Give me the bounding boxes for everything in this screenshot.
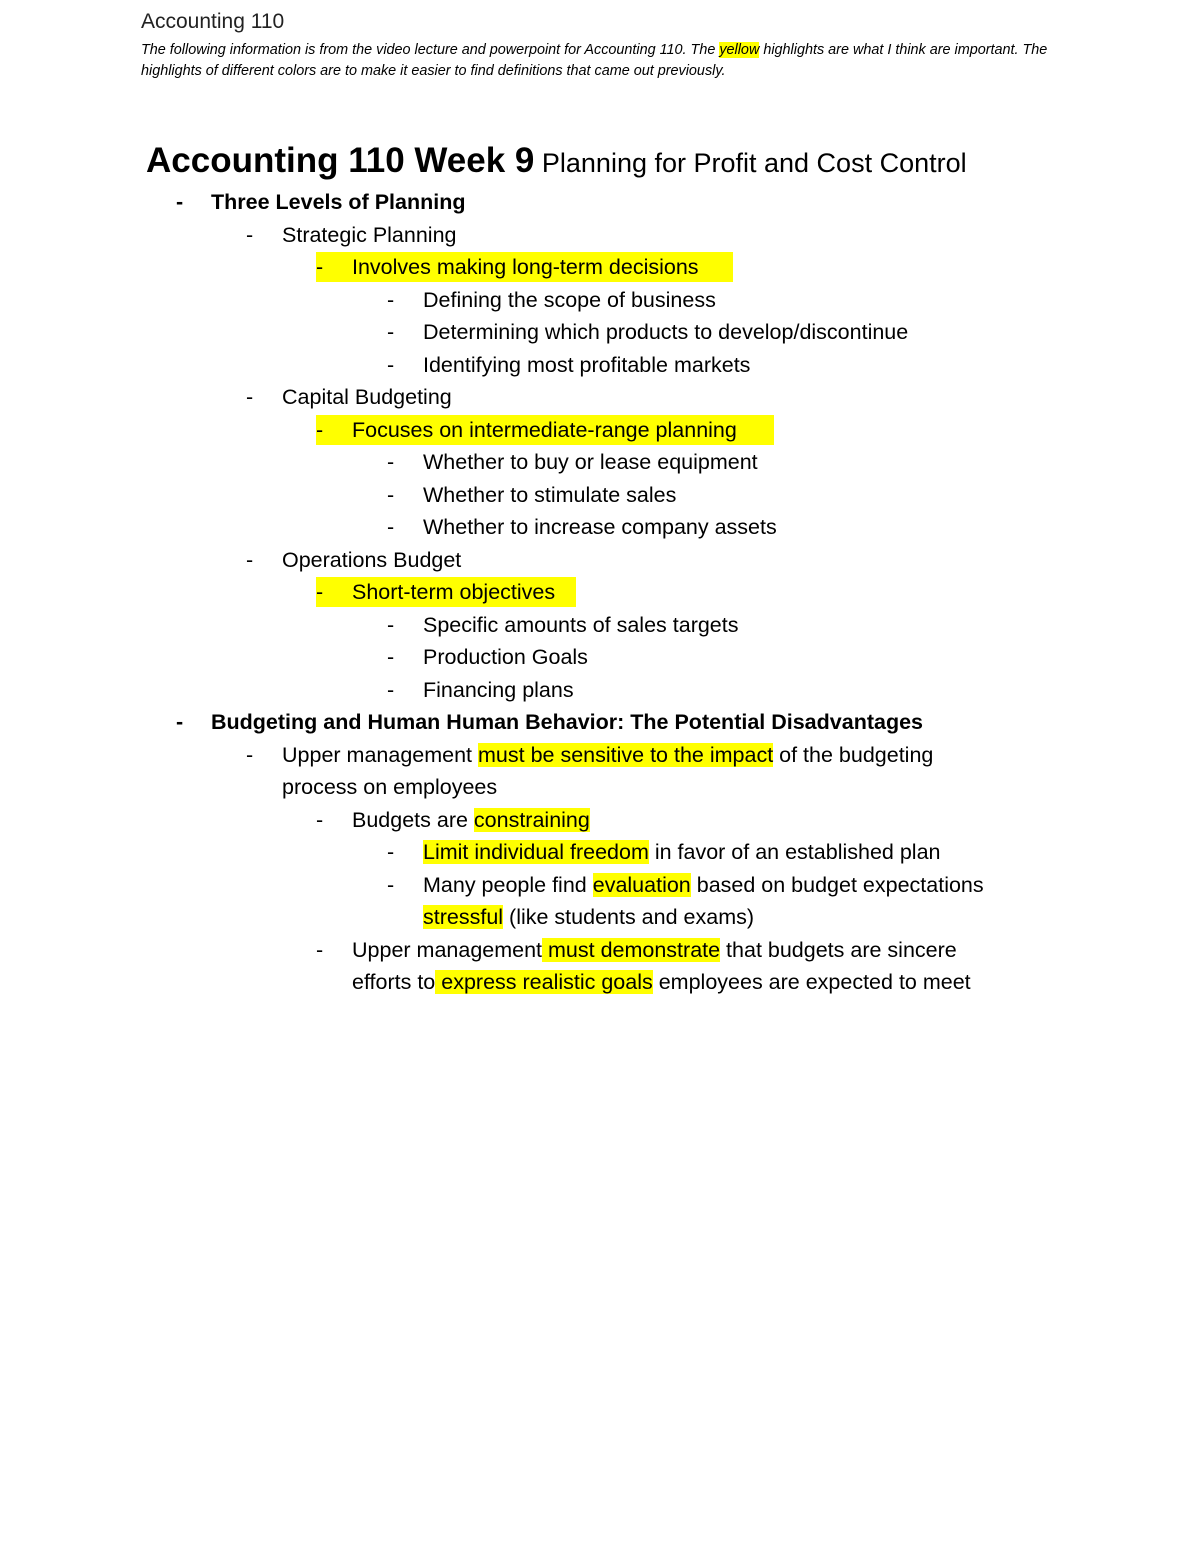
intro-text-end: highlights are what I think are important. The highlights of different colors are to make it easier to find definitions that came out previously.	[141, 42, 1048, 79]
section-heading-text: Budgeting and Human Human Behavior: The Potential Disadvantages	[211, 710, 923, 734]
highlight-run: stressful	[423, 905, 504, 929]
section-heading-text: Three Levels of Planning	[211, 190, 466, 214]
bullet-dash: -	[387, 352, 395, 377]
subtopic-continuation	[0, 771, 1200, 804]
bullet-dash: -	[246, 385, 254, 409]
bullet-dash: -	[387, 320, 395, 344]
document-header: Accounting 110	[141, 10, 285, 33]
text-run: in favor of an established plan	[648, 840, 941, 864]
bullet-dash: -	[316, 807, 324, 832]
point-text: Involves making long-term decisions	[352, 255, 699, 279]
bullet-dash: -	[387, 515, 395, 539]
detail-item	[0, 609, 1200, 642]
detail-item	[0, 511, 1200, 544]
point-item	[0, 934, 1200, 967]
highlighted-point	[0, 576, 1200, 609]
detail-text: Whether to buy or lease equipment	[423, 450, 758, 474]
subtopic-item	[0, 544, 1200, 577]
bullet-dash: -	[387, 482, 395, 507]
text-run: of the budgeting	[773, 742, 934, 767]
subtopic-text	[282, 739, 933, 772]
notes-outline	[0, 186, 1200, 999]
bullet-dash: -	[176, 190, 184, 214]
detail-text: Financing plans	[423, 677, 574, 702]
text-run: Budgets are	[352, 807, 474, 832]
highlight-run: evaluation	[592, 872, 691, 897]
continuation-text: process on employees	[282, 775, 498, 799]
text-run: (like students and exams)	[503, 905, 755, 929]
text-run: Many people find	[423, 872, 593, 897]
detail-text: Defining the scope of business	[423, 287, 716, 312]
detail-item	[0, 641, 1200, 674]
detail-text: Identifying most profitable markets	[423, 352, 751, 377]
detail-text: Whether to stimulate sales	[423, 482, 677, 507]
detail-item	[0, 674, 1200, 707]
subtopic-label: Operations Budget	[282, 547, 462, 572]
text-run: efforts to	[352, 970, 436, 994]
bullet-dash: -	[387, 612, 395, 637]
bullet-dash: -	[246, 222, 254, 247]
page-title-main: Accounting 110 Week 9	[146, 141, 535, 180]
detail-item	[0, 349, 1200, 382]
page-title	[146, 141, 967, 181]
detail-item	[0, 836, 1200, 869]
highlight-run: must be sensitive to the impact	[478, 742, 774, 767]
point-item	[0, 804, 1200, 837]
continuation-text	[352, 966, 971, 999]
highlighted-point	[0, 414, 1200, 447]
text-run: employees are expected to meet	[652, 970, 971, 994]
intro-text-start: The following information is from the video lecture and powerpoint for Accounting 110. The	[141, 42, 720, 58]
subtopic-item	[0, 381, 1200, 414]
point-continuation	[0, 966, 1200, 999]
detail-text: Production Goals	[423, 645, 588, 669]
text-run: Upper management	[352, 937, 543, 962]
bullet-dash: -	[316, 417, 324, 442]
point-text: Short-term objectives	[352, 580, 556, 604]
detail-item	[0, 284, 1200, 317]
intro-highlight-word: yellow	[719, 42, 760, 58]
detail-item	[0, 869, 1200, 902]
bullet-dash: -	[316, 580, 324, 604]
section-heading	[0, 186, 1200, 219]
detail-text: Specific amounts of sales targets	[423, 612, 739, 637]
point-text	[352, 804, 590, 837]
subtopic-item	[0, 219, 1200, 252]
bullet-dash: -	[387, 677, 395, 702]
bullet-dash: -	[387, 872, 395, 897]
subtopic-label: Capital Budgeting	[282, 385, 452, 409]
detail-item	[0, 479, 1200, 512]
bullet-dash: -	[387, 450, 395, 474]
subtopic-label: Strategic Planning	[282, 222, 457, 247]
bullet-dash: -	[387, 840, 395, 864]
bullet-dash: -	[316, 937, 324, 962]
intro-note	[141, 40, 1061, 82]
detail-item	[0, 316, 1200, 349]
subtopic-item	[0, 739, 1200, 772]
text-run: that budgets are sincere	[720, 937, 957, 962]
bullet-dash: -	[246, 547, 254, 572]
detail-continuation	[0, 901, 1200, 934]
section-heading	[0, 706, 1200, 739]
detail-text: Whether to increase company assets	[423, 515, 777, 539]
point-text	[352, 934, 957, 967]
text-run: Upper management	[282, 742, 478, 767]
highlight-run: constraining	[473, 807, 590, 832]
highlight-run: Limit individual freedom	[423, 840, 649, 864]
detail-text	[423, 836, 941, 869]
point-text: Focuses on intermediate-range planning	[352, 417, 737, 442]
bullet-dash: -	[387, 645, 395, 669]
highlight-run: must demonstrate	[542, 937, 721, 962]
detail-text	[423, 869, 984, 902]
detail-text: Determining which products to develop/discontinue	[423, 320, 909, 344]
highlighted-point	[0, 251, 1200, 284]
bullet-dash: -	[387, 287, 395, 312]
continuation-text	[423, 901, 754, 934]
bullet-dash: -	[246, 742, 254, 767]
highlight-run: express realistic goals	[435, 970, 653, 994]
detail-item	[0, 446, 1200, 479]
bullet-dash: -	[316, 255, 324, 279]
page-title-subtitle: Planning for Profit and Cost Control	[534, 148, 967, 178]
bullet-dash: -	[176, 710, 184, 734]
text-run: based on budget expectations	[690, 872, 984, 897]
